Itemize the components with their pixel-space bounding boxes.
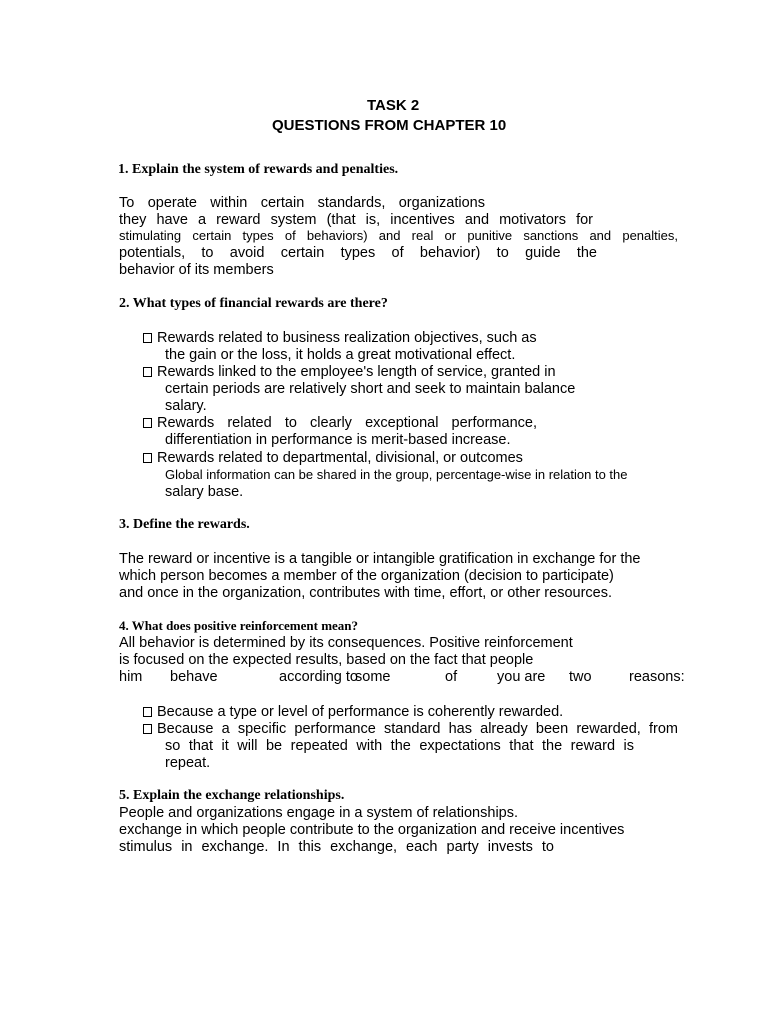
q2-bullet-2-cont-2: salary. [165, 398, 207, 414]
q2-bullet-4-cont-2: salary base. [165, 484, 244, 500]
q4-line-2: is focused on the expected results, based on the fact that people [119, 652, 534, 668]
question-1-heading: 1. Explain the system of rewards and penalties. [118, 162, 399, 177]
q5-line-3: stimulus in exchange. In this exchange, each party invests to [119, 839, 554, 855]
q3-line-1: The reward or incentive is a tangible or intangible gratification in exchange for the [119, 551, 641, 567]
checkbox-bullet-icon [143, 418, 152, 428]
question-2-heading: 2. What types of financial rewards are there? [119, 296, 388, 311]
q1-line-1: To operate within certain standards, organizations [119, 195, 485, 211]
q4-word-of: of [445, 669, 458, 685]
checkbox-bullet-icon [143, 367, 152, 377]
q3-line-3: and once in the organization, contributes with time, effort, or other resources. [119, 585, 612, 601]
question-3-heading: 3. Define the rewards. [119, 517, 250, 532]
q4-bullet-2: Because a specific performance standard has already been rewarded, from [143, 722, 678, 737]
q3-line-2: which person becomes a member of the organization (decision to participate) [119, 568, 614, 584]
checkbox-bullet-icon [143, 707, 152, 717]
q2-bullet-3: Rewards related to clearly exceptional performance, [143, 416, 537, 431]
q5-line-1: People and organizations engage in a system of relationships. [119, 805, 519, 821]
q1-line-4: potentials, to avoid certain types of behavior) to guide the [119, 245, 597, 261]
q2-bullet-4-cont-1: Global information can be shared in the group, percentage-wise in relation to the [165, 467, 628, 482]
q4-word-two: two [569, 669, 592, 685]
q4-bullet-2-cont-2: repeat. [165, 755, 211, 771]
q2-bullet-1-cont: the gain or the loss, it holds a great motivational effect. [165, 347, 516, 363]
checkbox-bullet-icon [143, 333, 152, 343]
q1-line-3: stimulating certain types of behaviors) and real or punitive sanctions and penalties, [119, 228, 678, 243]
q4-word-him: him [119, 669, 143, 685]
question-5-heading: 5. Explain the exchange relationships. [119, 788, 345, 803]
q4-line-1: All behavior is determined by its consequences. Positive reinforcement [119, 635, 573, 651]
q4-word-behave: behave [170, 669, 218, 685]
q1-line-5: behavior of its members [119, 262, 274, 278]
q4-word-reasons: reasons: [629, 669, 685, 685]
checkbox-bullet-icon [143, 453, 152, 463]
q2-bullet-3-cont: differentiation in performance is merit-based increase. [165, 432, 511, 448]
checkbox-bullet-icon [143, 724, 152, 734]
q2-bullet-2-cont-1: certain periods are relatively short and seek to maintain balance [165, 381, 576, 397]
q4-bullet-1: Because a type or level of performance is coherently rewarded. [143, 705, 563, 720]
q2-bullet-1: Rewards related to business realization objectives, such as [143, 331, 537, 346]
q4-bullet-2-cont-1: so that it will be repeated with the expectations that the reward is [165, 738, 634, 754]
q1-line-2: they have a reward system (that is, incentives and motivators for [119, 212, 593, 228]
chapter-title: QUESTIONS FROM CHAPTER 10 [272, 117, 507, 134]
task-title: TASK 2 [367, 97, 420, 114]
q4-word-you-are: you are [497, 669, 546, 685]
q5-line-2: exchange in which people contribute to the organization and receive incentives [119, 822, 625, 838]
question-4-heading: 4. What does positive reinforcement mean? [119, 618, 359, 633]
q2-bullet-2: Rewards linked to the employee's length of service, granted in [143, 365, 556, 380]
q2-bullet-4: Rewards related to departmental, divisional, or outcomes [143, 451, 523, 466]
q4-word-according-to: according to [279, 669, 358, 685]
q4-word-some: some [355, 669, 391, 685]
